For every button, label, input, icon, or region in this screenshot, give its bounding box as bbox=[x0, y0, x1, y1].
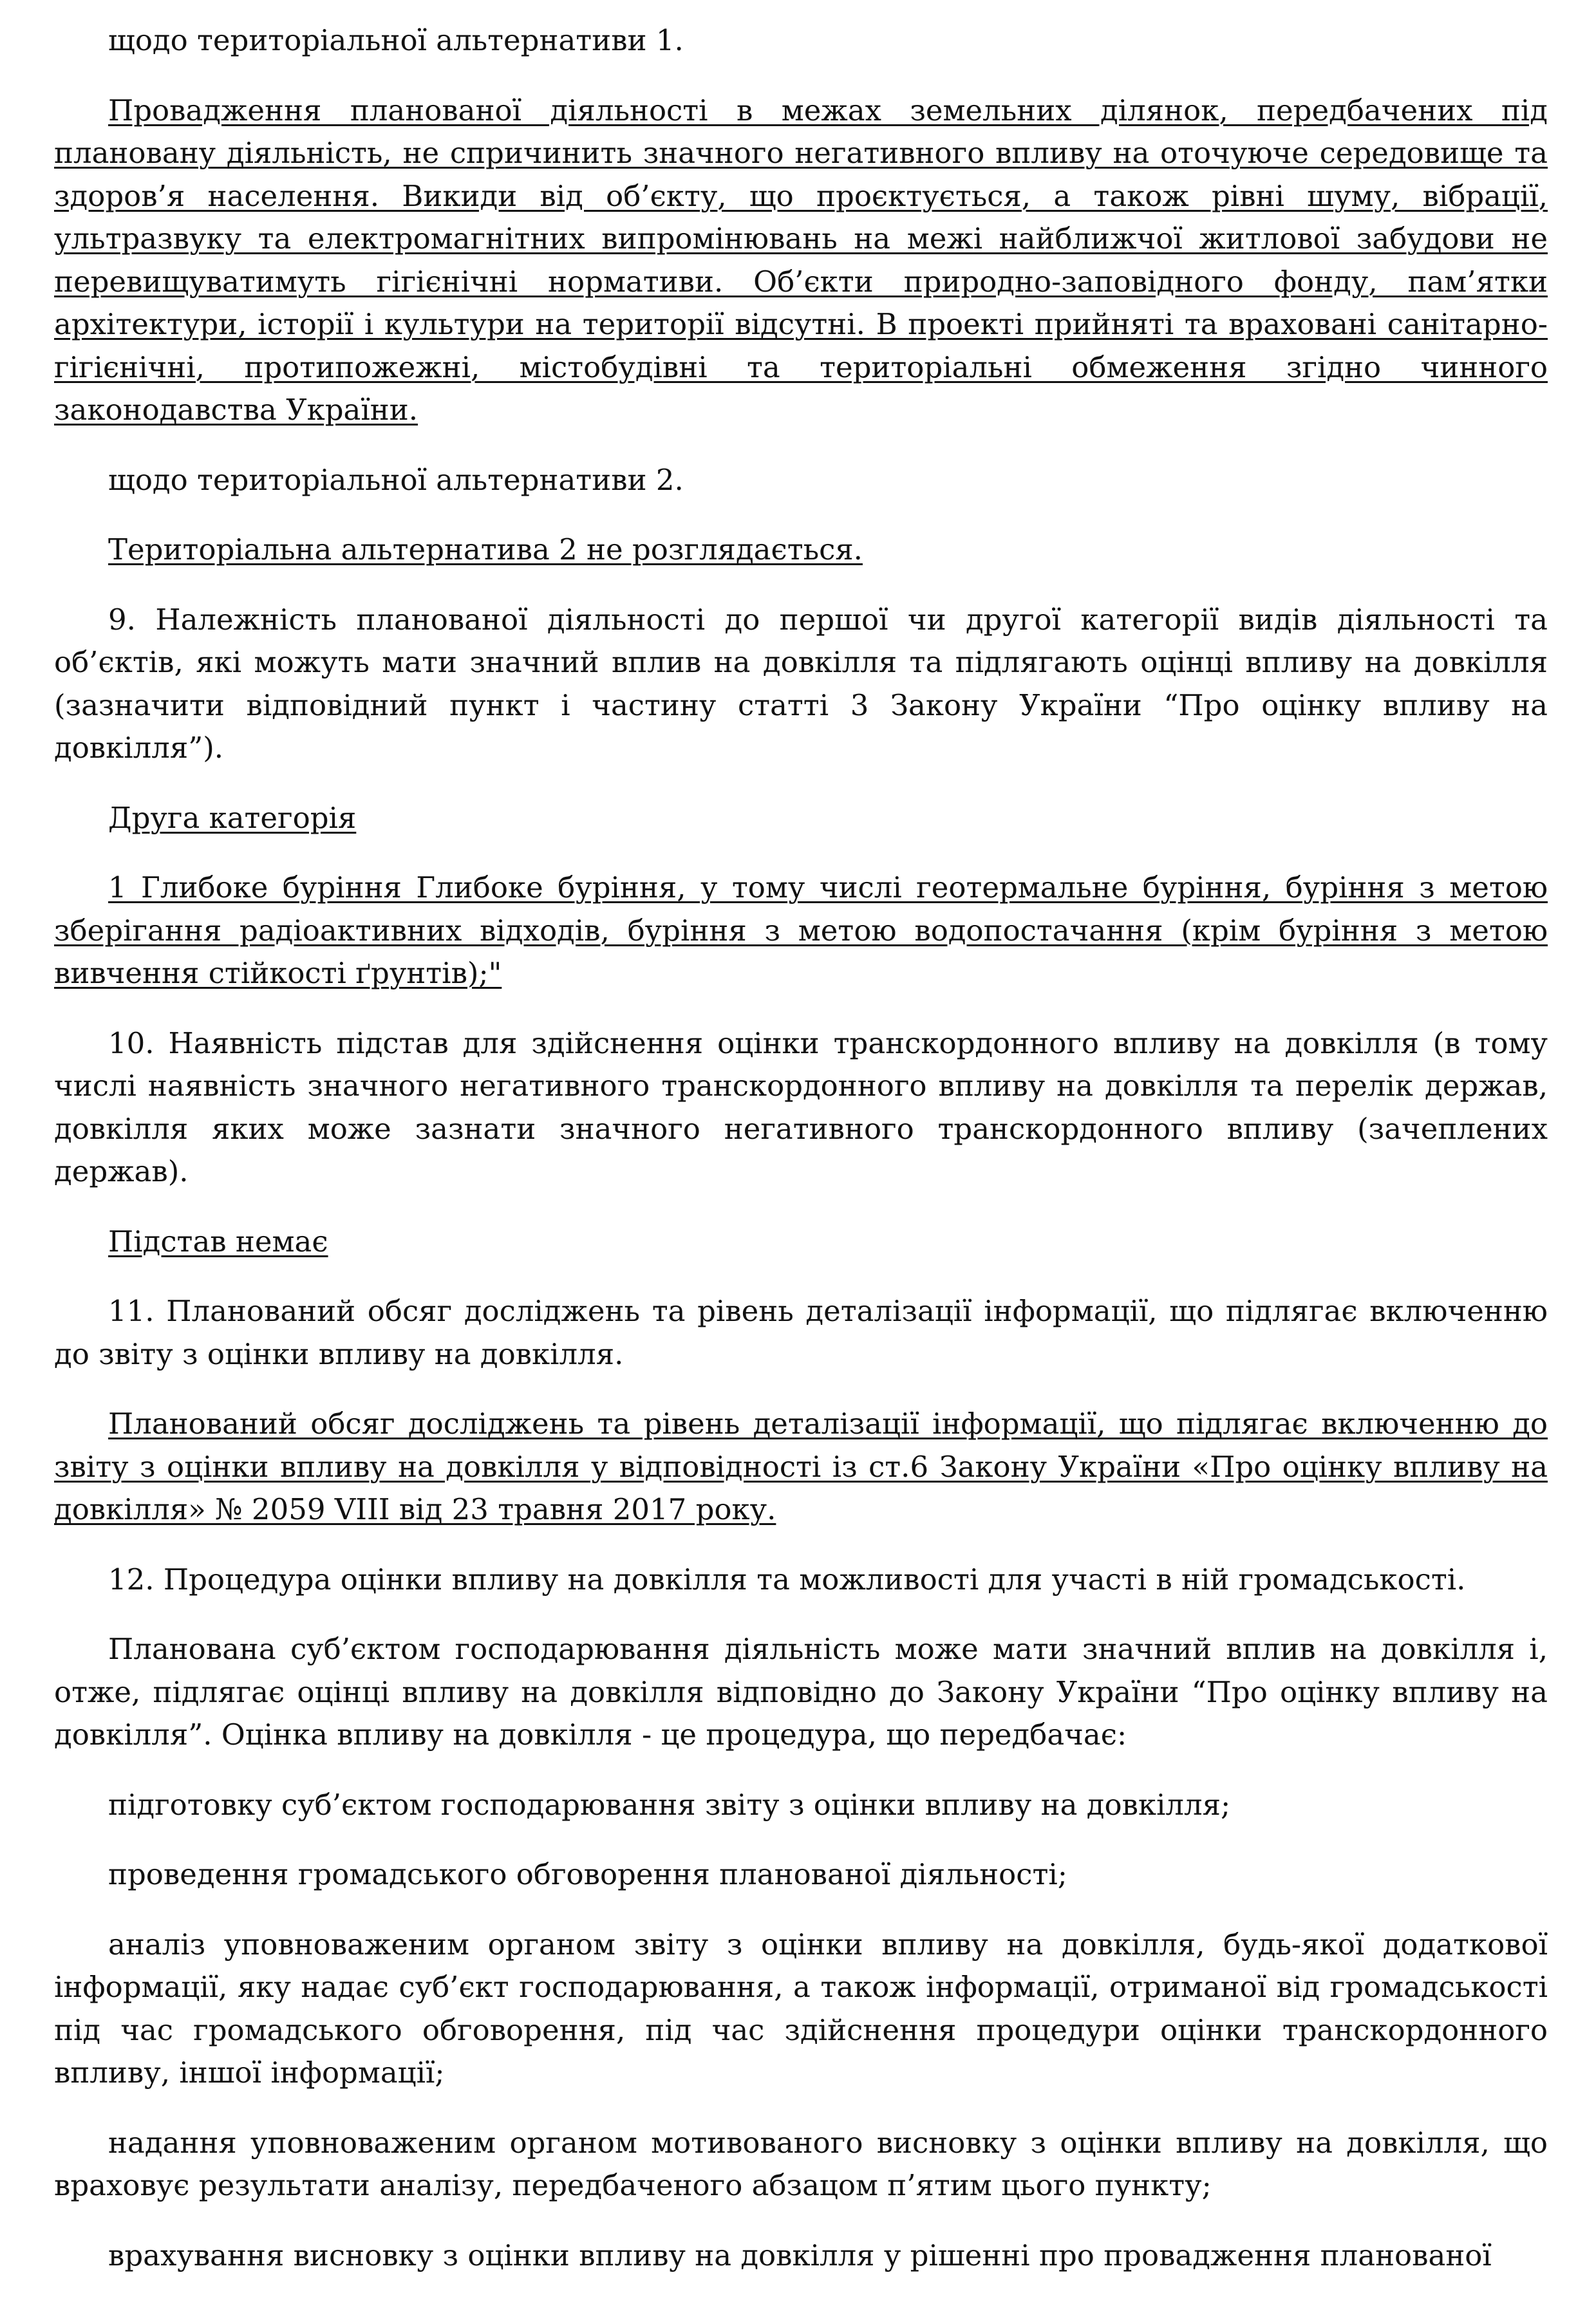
document-page bbox=[54, 19, 1548, 2304]
section-11-heading: 11. Планований обсяг досліджень та рівень деталізації інформації, що підлягає включенню до звіту з оцінки впливу на довкілля. bbox=[54, 1294, 1548, 1371]
procedure-item-1: підготовку суб’єктом господарювання звіту з оцінки впливу на довкілля; bbox=[108, 1787, 1231, 1822]
section-10-heading: 10. Наявність підстав для здійснення оцінки транскордонного впливу на довкілля (в тому числі наявність значного негативного транскордонного впливу на довкілля та перелік держав, довкілля яких може зазнати значного негативного транскордонного впливу (зачеплених держав). bbox=[54, 1026, 1548, 1188]
alternative-2-text: Територіальна альтернатива 2 не розглядається. bbox=[108, 532, 863, 567]
procedure-item-4: надання уповноваженим органом мотивованого висновку з оцінки впливу на довкілля, що враховує результати аналізу, передбаченого абзацом п’ятим цього пункту; bbox=[54, 2125, 1548, 2202]
section-9-text: 1 Глибоке буріння Глибоке буріння, у тому числі геотермальне буріння, буріння з метою зберігання радіоактивних відходів, буріння з метою водопостачання (крім буріння з метою вивчення стійкості ґрунтів);" bbox=[54, 870, 1548, 990]
alternative-2-heading: щодо територіальної альтернативи 2. bbox=[108, 462, 684, 497]
procedure-item-2: проведення громадського обговорення планованої діяльності; bbox=[108, 1857, 1067, 1891]
section-12-intro: Планована суб’єктом господарювання діяльність може мати значний вплив на довкілля і, отже, підлягає оцінці впливу на довкілля відповідно до Закону України “Про оцінку впливу на довкілля”. Оцінка впливу на довкілля - це процедура, що передбачає: bbox=[54, 1632, 1548, 1752]
section-9-heading: 9. Належність планованої діяльності до першої чи другої категорії видів діяльності та об’єктів, які можуть мати значний вплив на довкілля та підлягають оцінці впливу на довкілля (зазначити відповідний пункт і частину статті 3 Закону України “Про оцінку впливу на довкілля”). bbox=[54, 602, 1548, 765]
section-9-category: Друга категорія bbox=[108, 800, 357, 835]
alternative-1-text: Провадження планованої діяльності в межах земельних ділянок, передбачених під плановану діяльність, не спричинить значного негативного впливу на оточуюче середовище та здоров’я населення. Викиди від об’єкту, що проєктується, а також рівні шуму, вібрації, ультразвуку та електромагнітних випромінювань на межі найближчої житлової забудови не перевищуватимуть гігієнічні нормативи. Об’єкти природно-заповідного фонду, пам’ятки архітектури, історії і культури на території відсутні. В проекті прийняті та враховані санітарно-гігієнічні, протипожежні, містобудівні та територіальні обмеження згідно чинного законодавства України. bbox=[54, 93, 1548, 427]
procedure-item-3: аналіз уповноваженим органом звіту з оцінки впливу на довкілля, будь-якої додаткової інформації, яку надає суб’єкт господарювання, а також інформації, отриманої від громадськості під час громадського обговорення, під час здійснення процедури оцінки транскордонного впливу, іншої інформації; bbox=[54, 1927, 1548, 2090]
section-10-text: Підстав немає bbox=[108, 1224, 328, 1259]
section-12-heading: 12. Процедура оцінки впливу на довкілля та можливості для участі в ній громадськості. bbox=[108, 1562, 1466, 1597]
procedure-item-5: врахування висновку з оцінки впливу на довкілля у рішенні про провадження планованої bbox=[108, 2238, 1492, 2272]
section-11-text: Планований обсяг досліджень та рівень деталізації інформації, що підлягає включенню до звіту з оцінки впливу на довкілля у відповідності із ст.6 Закону України «Про оцінку впливу на довкілля» № 2059 VIII від 23 травня 2017 року. bbox=[54, 1407, 1548, 1526]
alternative-1-heading: щодо територіальної альтернативи 1. bbox=[108, 23, 684, 57]
